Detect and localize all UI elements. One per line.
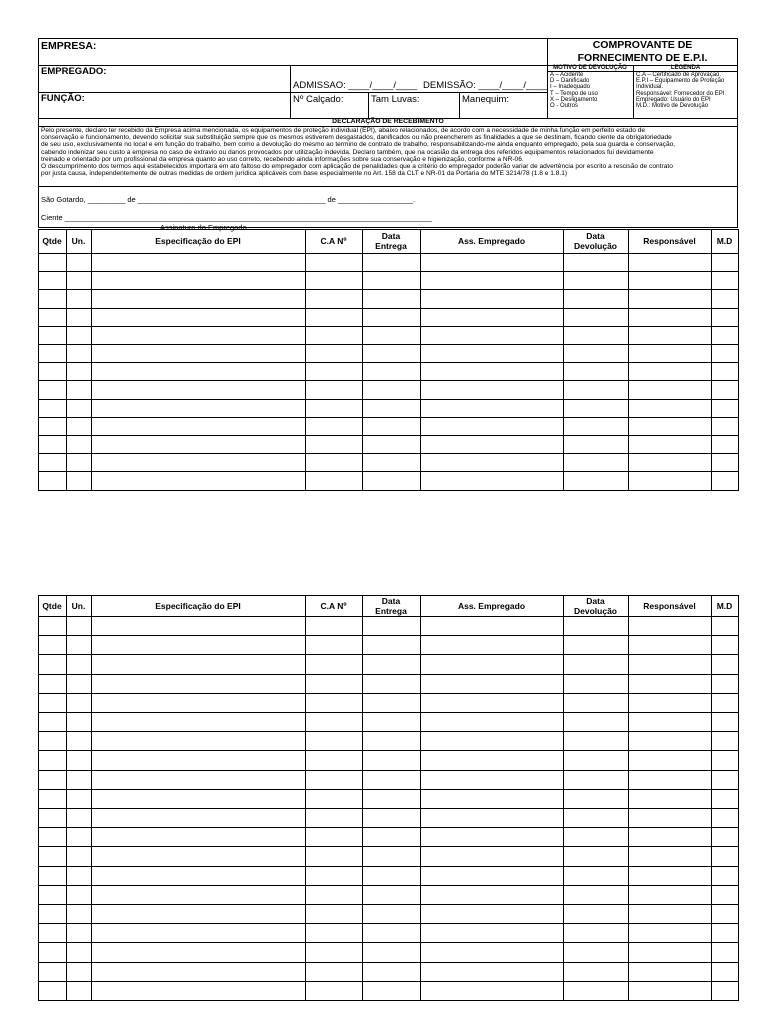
table-row[interactable] bbox=[38, 308, 738, 309]
table-row[interactable] bbox=[38, 808, 738, 809]
table-row[interactable] bbox=[38, 635, 738, 636]
column-header: Responsável bbox=[643, 236, 696, 246]
legenda-list: C.A – Certificado de Aprovação. E.P.I – Equipamento de Proteção Individual. Responsável: Fornecedor do EPI Empregado: Usuário do EPI M.D.: Motivo de Devolução bbox=[636, 72, 725, 110]
column-header: Data Devolução bbox=[574, 231, 617, 251]
table-row[interactable] bbox=[38, 362, 738, 363]
table-row[interactable] bbox=[38, 962, 738, 963]
table-row[interactable] bbox=[38, 885, 738, 886]
table-row[interactable] bbox=[38, 344, 738, 345]
table-row[interactable] bbox=[38, 693, 738, 694]
demissao-field[interactable]: DEMISSÃO: ____/____/____ bbox=[423, 80, 548, 91]
luvas-field[interactable]: Tam Luvas: bbox=[371, 94, 420, 105]
admissao-field[interactable]: ADMISSAO: ____/____/____ bbox=[293, 80, 418, 91]
column-header: Responsável bbox=[643, 600, 696, 611]
column-header: C.A Nº bbox=[320, 600, 347, 611]
motivo-title: MOTIVO DE DEVOLUÇÃO bbox=[553, 65, 627, 71]
table-row[interactable] bbox=[38, 770, 738, 771]
table-row[interactable] bbox=[38, 846, 738, 847]
column-header: Qtde bbox=[42, 600, 62, 611]
column-header: Data Devolução bbox=[574, 595, 617, 616]
column-header: Data Entrega bbox=[375, 595, 407, 616]
table-row[interactable] bbox=[38, 417, 738, 418]
table-row[interactable] bbox=[38, 326, 738, 327]
column-header: Un. bbox=[71, 600, 86, 611]
table-row[interactable] bbox=[38, 866, 738, 867]
table-row[interactable] bbox=[38, 616, 738, 617]
legenda-title: LEGENDA bbox=[670, 65, 701, 71]
column-header: Un. bbox=[71, 236, 86, 246]
empregado-label: EMPREGADO: bbox=[41, 66, 107, 77]
table-row[interactable] bbox=[38, 750, 738, 751]
form-title: COMPROVANTE DE FORNECIMENTO DE E.P.I. bbox=[577, 39, 708, 64]
table-row[interactable] bbox=[38, 923, 738, 924]
column-header: C.A Nº bbox=[320, 236, 347, 246]
table-row[interactable] bbox=[38, 789, 738, 790]
declaracao-title: DECLARAÇÃO DE RECEBIMENTO bbox=[332, 118, 444, 125]
column-header: Qtde bbox=[42, 236, 62, 246]
ciente-line[interactable]: Ciente ________________________________________________________________________________________ bbox=[41, 213, 432, 222]
column-header: Ass. Empregado bbox=[457, 236, 526, 246]
manequim-field[interactable]: Manequim: bbox=[462, 94, 509, 105]
assinatura-label: Assinatura do Empregado bbox=[160, 223, 247, 232]
funcao-label: FUNÇÃO: bbox=[41, 93, 85, 104]
table-row[interactable] bbox=[38, 471, 738, 472]
table-row[interactable] bbox=[38, 380, 738, 381]
local-data-line[interactable]: São Gotardo, _________ de _____________________________________________ de __________________. bbox=[41, 195, 416, 204]
column-header: Especificação do EPI bbox=[155, 236, 241, 246]
declaracao-text: Pelo presente, declaro ter recebido da Empresa acima mencionada, os equipamentos de proteção individual (EPI), abaixo relacionados, de acordo com a necessidade de minha função em perfeito estado de conservação e funcionamento, devendo solicitar sua substituição sempre que os mesmos estiverem desgastados, danificados ou não preencherem as finalidades a que se destinam, ficando ciente da obrigatoriedade de seu uso, exclusivamente no local e em função do trabalho, bem como a devolução do mesmo ao termino de contrato de trabalho, responsabilizando-me ainda enquanto empregado, pela sua guarda e conservação, cabendo indenizar seu custo a empresa no caso de extravio ou danos provocados por utilização indevida. Declaro também, que na ocasião da entrega dos referidos equipamentos relacionados fui devidamente treinado e orientado por um profissional da empresa quanto ao uso correto, recebendo ainda informações sobre sua conservação e higienização, conforme a NR-06. O descumprimento dos termos aqui estabelecidos importara em ato faltoso do empregador com aplicação de penalidades que a critério do empregador poderão variar de advertência por escrito a rescisão de contrato por justa causa, independentemente de outras medidas de ordem jurídica aplicáveis com base especialmente no Art. 158 da CLT e NR-01 da Portaria do MTE 3214/78 (1.8 e 1.8.1) bbox=[41, 127, 676, 178]
column-header: M.D bbox=[716, 600, 733, 611]
table-row[interactable] bbox=[38, 399, 738, 400]
table-row[interactable] bbox=[38, 942, 738, 943]
table-row[interactable] bbox=[38, 453, 738, 454]
table-row[interactable] bbox=[38, 981, 738, 982]
column-header: Data Entrega bbox=[375, 231, 407, 251]
column-header: M.D bbox=[716, 236, 733, 246]
table-row[interactable] bbox=[38, 712, 738, 713]
table-row[interactable] bbox=[38, 904, 738, 905]
table-row[interactable] bbox=[38, 654, 738, 655]
table-row[interactable] bbox=[38, 731, 738, 732]
column-header: Ass. Empregado bbox=[457, 600, 526, 611]
table-row[interactable] bbox=[38, 674, 738, 675]
table-row[interactable] bbox=[38, 271, 738, 272]
empresa-label: EMPRESA: bbox=[41, 40, 97, 52]
table-row[interactable] bbox=[38, 435, 738, 436]
table-row[interactable] bbox=[38, 827, 738, 828]
table-row[interactable] bbox=[38, 289, 738, 290]
calcado-field[interactable]: Nº Calçado: bbox=[293, 94, 344, 105]
motivo-list: A – Acidente D – Danificado I – Inadequado T – Tempo de uso X – Desligamento O - Outros bbox=[550, 72, 598, 110]
table-row[interactable] bbox=[38, 253, 738, 254]
column-header: Especificação do EPI bbox=[155, 600, 241, 611]
